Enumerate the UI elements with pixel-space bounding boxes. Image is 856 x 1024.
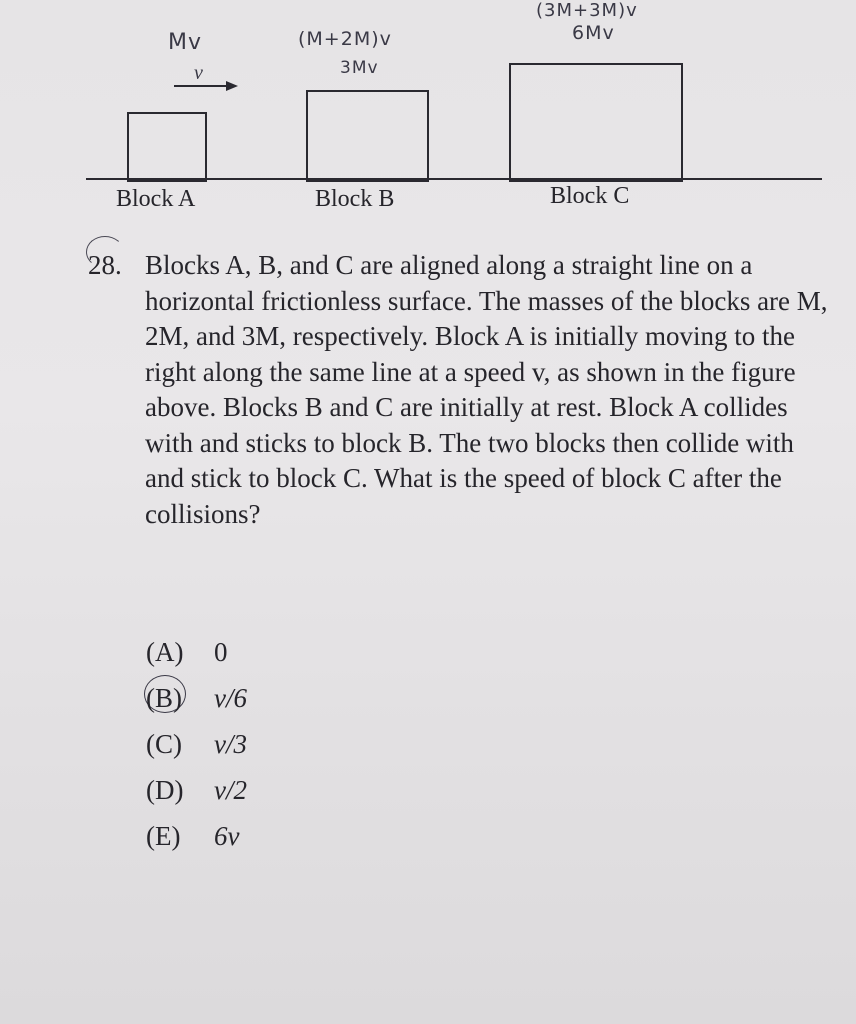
choice-value: v/6 [214, 683, 247, 713]
choice-b[interactable] [146, 678, 247, 724]
label-block-b: Block B [315, 186, 395, 212]
choice-e[interactable] [146, 816, 247, 862]
choice-value: 0 [214, 637, 228, 667]
label-block-a: Block A [116, 186, 196, 212]
annotation-arrow-label: v [194, 62, 204, 84]
choice-d[interactable] [146, 770, 247, 816]
question-text: Blocks A, B, and C are aligned along a straight line on a horizontal frictionless surface. The masses of the blocks are M, 2M, and 3M, respectively. Block A is initially moving to the right along the same line at a speed v, as shown in the figure above. Blocks B and C are initially at rest. Block A collides with and sticks to block B. The two blocks then collide with and stick to block C. What is the speed of block C after the collisions? [145, 250, 828, 529]
choice-c[interactable] [146, 724, 247, 770]
velocity-arrow-icon [172, 78, 242, 94]
choice-value: v/2 [214, 775, 247, 805]
choice-letter: (E) [146, 821, 181, 851]
choice-value: v/3 [214, 729, 247, 759]
label-block-c: Block C [550, 183, 630, 209]
annotation-block-b-numerator: (M+2M)v [298, 28, 392, 50]
choice-letter: (A) [146, 637, 184, 667]
annotation-block-a-momentum: Mv [168, 30, 203, 55]
answer-choices [146, 632, 247, 862]
block-a [127, 112, 207, 182]
annotation-block-c-numerator: (3M+3M)v [536, 0, 638, 21]
choice-letter: (C) [146, 729, 182, 759]
choice-letter: (D) [146, 775, 184, 805]
question-number: 28. [88, 250, 122, 280]
frictionless-surface [86, 178, 822, 180]
annotation-block-b-result: 3Mv [340, 58, 379, 78]
annotation-block-c-result: 6Mv [572, 22, 615, 44]
block-c [509, 63, 683, 182]
block-b [306, 90, 429, 182]
choice-value: 6v [214, 821, 240, 851]
choice-a[interactable] [146, 632, 247, 678]
choice-letter: (B) [146, 683, 182, 713]
